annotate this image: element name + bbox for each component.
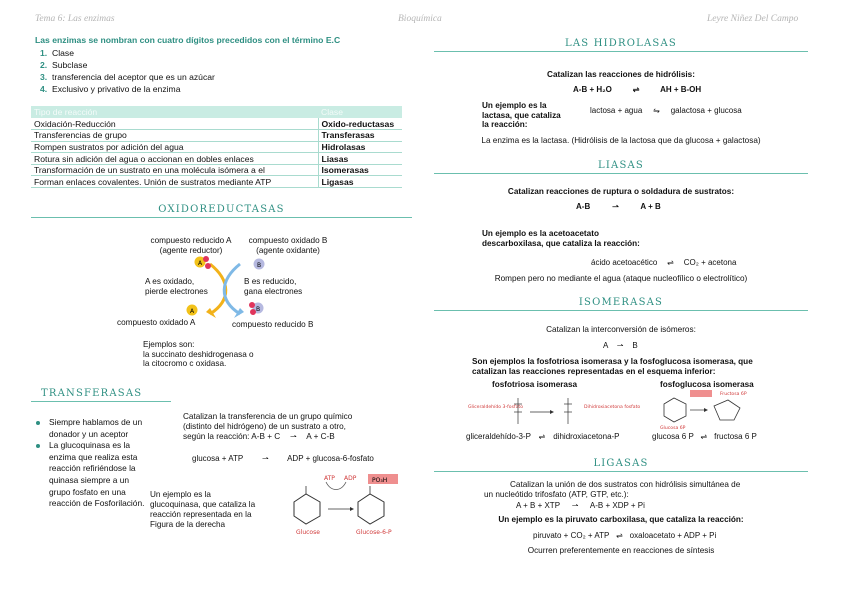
table-cell: Oxido-reductasas: [318, 118, 402, 130]
liasas-note: Rompen pero no mediante el agua (ataque nucleofílico o electrolítico): [494, 274, 748, 283]
liasas-example: Un ejemplo es la acetoacetato descarboxilasa, que cataliza la reacción:: [482, 229, 640, 248]
table-row: [31, 130, 402, 142]
svg-text:Glucose: Glucose: [296, 529, 320, 536]
list-item: 3. transferencia del aceptor que es un azúcar: [40, 72, 215, 82]
glucose-isomerase-figure: [660, 386, 780, 430]
oxido-a-note: A es oxidado, pierde electrones: [145, 277, 208, 296]
table-header: Clase: [318, 106, 402, 118]
hidrolasas-example: Un ejemplo es la lactasa, que cataliza la reacción:: [482, 101, 561, 129]
svg-text:B: B: [255, 306, 261, 313]
table-row: [31, 164, 402, 176]
isomerasas-enzyme-1: fosfotriosa isomerasa: [492, 380, 578, 389]
isomerasas-catalyze: Catalizan la interconversión de isómeros:: [546, 325, 696, 334]
oxido-b-note: B es reducido, gana electrones: [244, 277, 303, 296]
section-divider: [434, 310, 808, 311]
table-cell: Transferasas: [318, 130, 402, 142]
table-cell: Rompen sustratos por adición del agua: [31, 141, 318, 153]
ligasas-catalyze: Catalizan la unión de dos sustratos con hidrólisis simultánea de un nucleótido trifosfato (ATP, GTP, etc.):: [484, 480, 741, 499]
svg-text:Gliceraldehído 3-fosfato: Gliceraldehído 3-fosfato: [468, 405, 524, 410]
svg-text:A: A: [189, 308, 195, 315]
section-divider: [434, 173, 808, 174]
list-item: Siempre hablamos de un donador y un aceptor: [36, 417, 146, 440]
header-right: Leyre Niñez Del Campo: [707, 14, 799, 24]
table-cell: Liasas: [318, 153, 402, 165]
hidrolasas-note: La enzima es la lactasa. (Hidrólisis de la lactosa que da glucosa + galactosa): [481, 136, 761, 145]
table-cell: Isomerasas: [318, 164, 402, 176]
classes-table: [31, 106, 402, 188]
svg-text:Glucose-6-P: Glucose-6-P: [356, 529, 392, 536]
table-cell: Hidrolasas: [318, 141, 402, 153]
list-item: 1. Clase: [40, 48, 74, 58]
section-divider: [31, 217, 412, 218]
list-item: 2. Subclase: [40, 60, 88, 70]
table-cell: Oxidación-Reducción: [31, 118, 318, 130]
section-divider: [434, 471, 808, 472]
isomerasas-title: ISOMERASAS: [578, 297, 664, 308]
table-cell: Transformación de un sustrato en una molécula isómera a el: [31, 164, 318, 176]
table-row: [31, 176, 402, 188]
ligasas-reaction: A + B + XTP ⇀ A-B + XDP + Pi: [516, 501, 645, 510]
section-divider: [434, 51, 808, 52]
ligasas-note: Ocurren preferentemente en reacciones de síntesis: [527, 546, 715, 555]
liasas-catalyze: Catalizan reacciones de ruptura o soldadura de sustratos:: [507, 187, 735, 196]
table-row: [31, 118, 402, 130]
svg-text:Fructosa 6P: Fructosa 6P: [720, 392, 747, 397]
table-cell: Ligasas: [318, 176, 402, 188]
header-left: Tema 6: Las enzimas: [35, 14, 115, 24]
table-row: [31, 141, 402, 153]
intro-list: [40, 47, 215, 95]
liasas-reaction: A-B ⇀ A + B: [576, 202, 661, 211]
hidrolasas-reaction: A-B + H₂O ⇌ AH + B-OH: [573, 85, 702, 94]
transferasas-bullets: [36, 417, 146, 510]
glucokinase-figure: [286, 472, 406, 538]
glucose-6p-ring: [358, 494, 384, 524]
svg-text:ATP: ATP: [324, 475, 335, 482]
isomerasas-enzyme-2: fosfoglucosa isomerasa: [660, 380, 754, 389]
intro-heading: Las enzimas se nombran con cuatro dígitos precedidos con el término E.C: [35, 35, 341, 45]
isomerasas-example: Son ejemplos la fosfotriosa isomerasa y la fosfoglucosa isomerasa, que catalizan las reacciones representadas en el esquema inferior:: [472, 357, 753, 376]
ligasas-example: Un ejemplo es la piruvato carboxilasa, que cataliza la reacción:: [498, 515, 744, 524]
svg-text:Glucosa 6P: Glucosa 6P: [660, 426, 686, 430]
table-cell: Rotura sin adición del agua o accionan en dobles enlaces: [31, 153, 318, 165]
glucose-ring: [294, 494, 320, 524]
table-cell: Forman enlaces covalentes. Unión de sustratos mediante ATP: [31, 176, 318, 188]
liasas-example-reaction: ácido acetoacético ⇌ CO₂ + acetona: [591, 258, 737, 267]
table-cell: Transferencias de grupo: [31, 130, 318, 142]
liasas-title: LIASAS: [598, 160, 644, 171]
svg-text:B: B: [256, 262, 262, 269]
svg-text:Dihidroxiacetona fosfato: Dihidroxiacetona fosfato: [584, 405, 641, 410]
oxido-oxidized-b: compuesto oxidado B (agente oxidante): [248, 236, 328, 255]
svg-text:PO₃H: PO₃H: [372, 477, 388, 484]
transferasas-example: Un ejemplo es la glucoquinasa, que cataliza la reacción representada en la Figura de la derecha: [150, 490, 256, 529]
hidrolasas-example-reaction: lactosa + agua ⇋ galactosa + glucosa: [590, 106, 742, 115]
table-row: [31, 153, 402, 165]
ligasas-example-reaction: piruvato + CO₂ + ATP ⇌ oxaloacetato + ADP + Pi: [533, 531, 717, 540]
list-item: 4. Exclusivo y privativo de la enzima: [40, 84, 181, 94]
ligasas-title: LIGASAS: [593, 458, 649, 469]
svg-text:A: A: [197, 260, 203, 267]
isomerasas-reaction: A ⇀ B: [603, 341, 638, 350]
list-item: La glucoquinasa es la enzima que realiza esta reacción refiriéndose la quinasa siempre a un grupo fosfato en una reacción de Fosforilación.: [36, 440, 146, 510]
triose-isomerase-figure: [468, 390, 648, 428]
oxido-reduced-a: compuesto reducido A (agente reductor): [150, 236, 232, 255]
isomerasas-reaction-1: gliceraldehído-3-P ⇌ dihidroxiacetona-P: [466, 432, 620, 441]
svg-text:ADP: ADP: [344, 475, 357, 482]
oxido-result-b: compuesto reducido B: [232, 320, 314, 329]
transferasas-title: TRANSFERASAS: [41, 388, 143, 399]
oxido-result-a: compuesto oxidado A: [117, 318, 196, 327]
table-header: Tipo de reacción: [31, 106, 318, 118]
oxido-examples: Ejemplos son: la succinato deshidrogenasa o la citocromo c oxidasa.: [143, 340, 254, 368]
section-divider: [31, 401, 171, 402]
hidrolasas-catalyze: Catalizan las reacciones de hidrólisis:: [547, 70, 695, 79]
transferasas-catalyze: Catalizan la transferencia de un grupo químico (distinto del hidrógeno) de un sustrato a otro, según la reacción: A-B + C ⇀ A + C-B: [183, 412, 353, 441]
table-header-row: [31, 106, 402, 118]
header-center: Bioquímica: [398, 14, 442, 24]
hidrolasas-title: LAS HIDROLASAS: [565, 38, 677, 49]
isomerasas-reaction-2: glucosa 6 P ⇌ fructosa 6 P: [652, 432, 757, 441]
oxido-title: OXIDOREDUCTASAS: [158, 204, 285, 215]
transferasas-reaction: glucosa + ATP ⇀ ADP + glucosa-6-fosfato: [192, 454, 374, 463]
